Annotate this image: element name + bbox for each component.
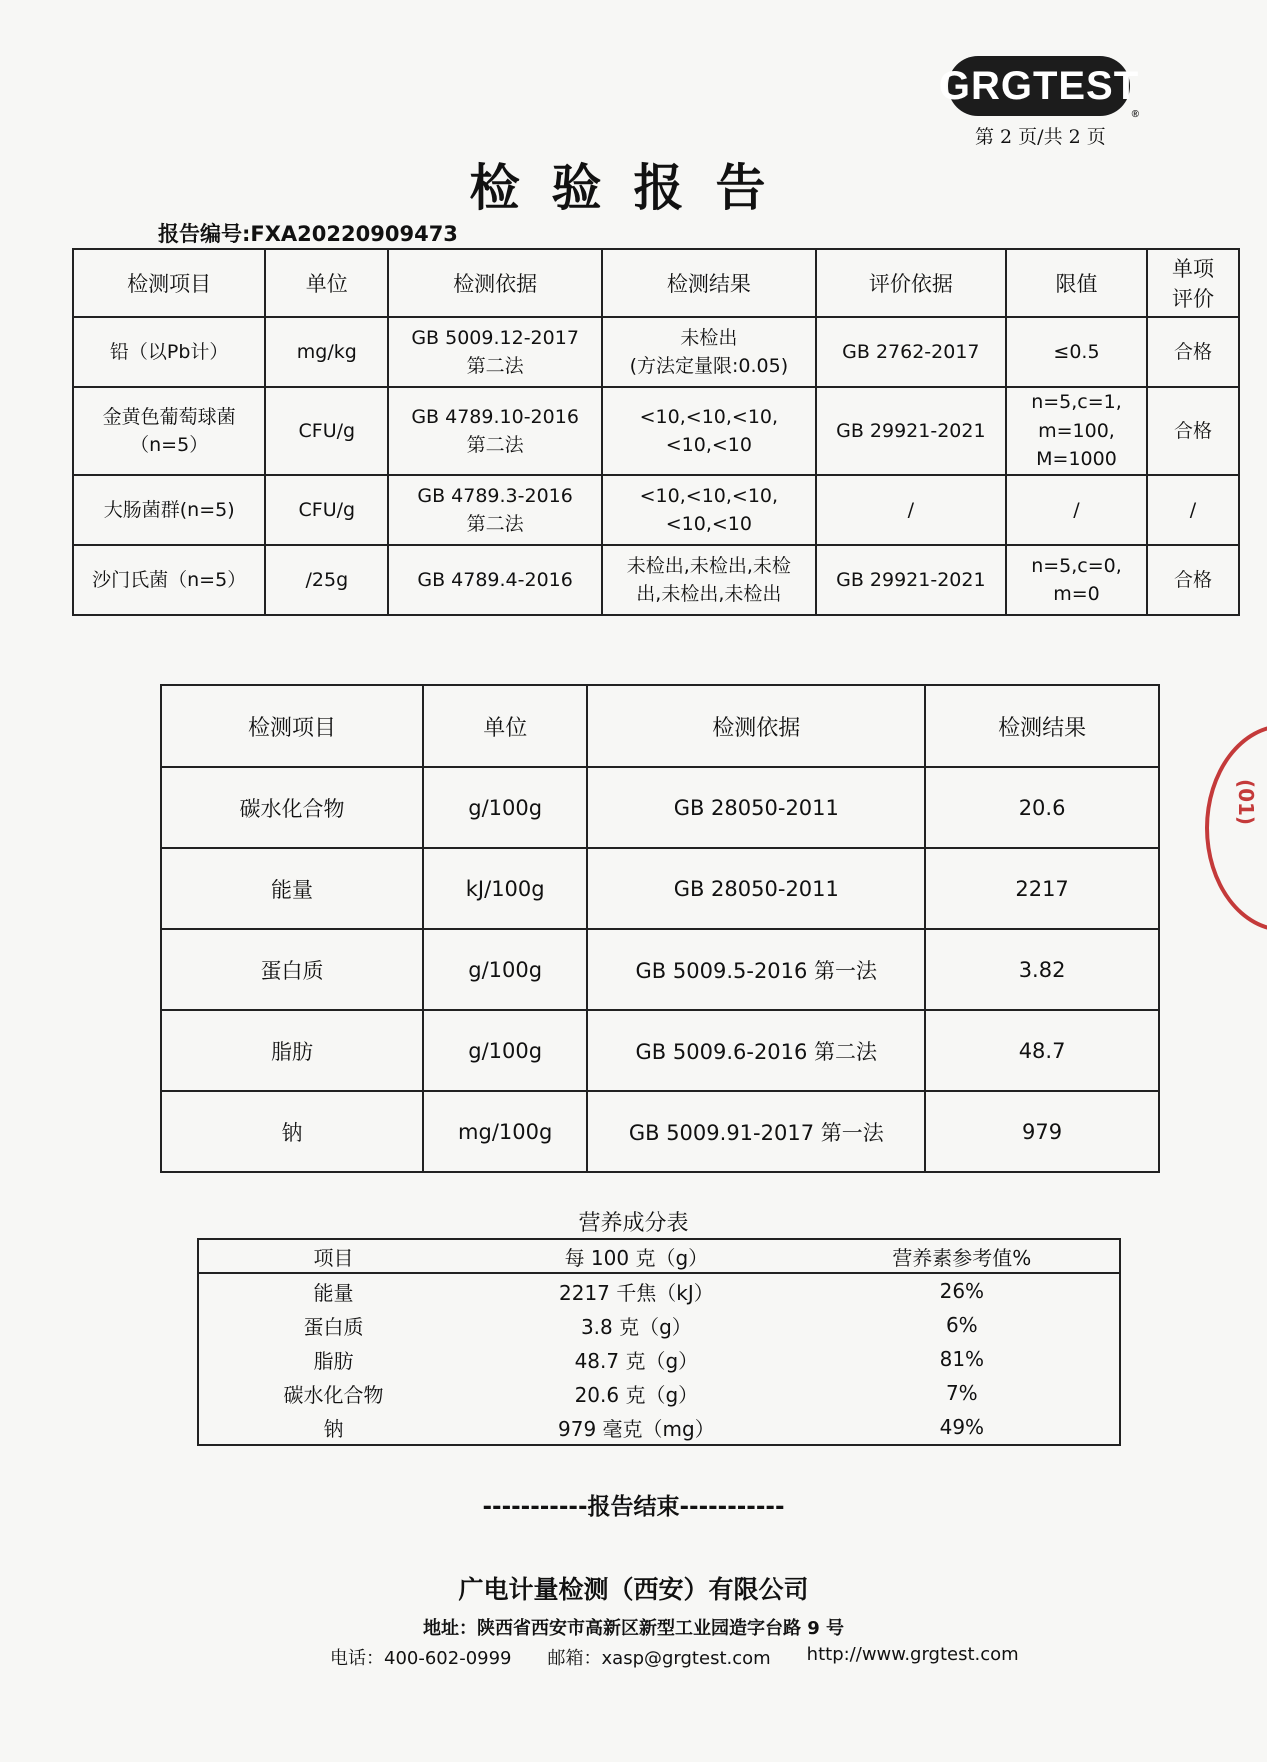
table-cell: 未检出,未检出,未检 出,未检出,未检出 [602, 545, 816, 615]
column-header: 检测项目 [73, 249, 265, 317]
column-header: 检测结果 [925, 685, 1159, 767]
table-cell: CFU/g [265, 475, 388, 545]
table-cell: <10,<10,<10, <10,<10 [602, 475, 816, 545]
table-row [198, 1376, 1120, 1410]
stamp-text: (01) [1234, 778, 1259, 826]
column-header: 检测结果 [602, 249, 816, 317]
table-cell: 钠 [161, 1091, 423, 1172]
table-row [161, 1091, 1159, 1172]
table-cell: 6% [945, 1313, 978, 1337]
table-cell: 能量 [161, 848, 423, 929]
column-header: 项目 [198, 1239, 468, 1273]
table-cell: 20.6 [925, 767, 1159, 848]
column-header: 限值 [1006, 249, 1147, 317]
table-cell: 3.82 [925, 929, 1159, 1010]
table-cell: 合格 [1147, 545, 1239, 615]
column-header: 每 100 克（g） [468, 1239, 805, 1273]
table-cell: GB 2762-2017 [816, 317, 1006, 387]
table-cell: n=5,c=1, m=100, M=1000 [1006, 387, 1147, 475]
table-cell: / [1006, 475, 1147, 545]
contact-line [330, 1644, 1019, 1670]
phone: 电话：400-602-0999 [330, 1648, 512, 1669]
table-cell: 合格 [1147, 387, 1239, 475]
nutrition-table-title: 营养成分表 [578, 1211, 689, 1236]
table-cell: 铅（以Pb计） [73, 317, 265, 387]
table-cell: 48.7 [925, 1010, 1159, 1091]
nutrition-facts-table [197, 1238, 1121, 1446]
table-cell: mg/kg [265, 317, 388, 387]
table-cell: GB 5009.5-2016 第一法 [587, 929, 925, 1010]
table-cell: GB 29921-2021 [816, 545, 1006, 615]
table-cell: 3.8 克（g） [580, 1314, 692, 1339]
table-row [161, 929, 1159, 1010]
table-row [198, 1273, 1120, 1308]
table-cell: 碳水化合物 [283, 1382, 384, 1407]
table-cell: 979 [925, 1091, 1159, 1172]
table-cell: CFU/g [265, 387, 388, 475]
table-row [198, 1308, 1120, 1342]
table-row [161, 767, 1159, 848]
table-cell: ≤0.5 [1006, 317, 1147, 387]
table-cell: 2217 [925, 848, 1159, 929]
column-header: 检测依据 [388, 249, 602, 317]
table-cell: mg/100g [423, 1091, 588, 1172]
table-cell: kJ/100g [423, 848, 588, 929]
table-cell: GB 5009.12-2017 第二法 [388, 317, 602, 387]
table-cell: 未检出 (方法定量限:0.05) [602, 317, 816, 387]
column-header: 检测依据 [587, 685, 925, 767]
table-cell: 20.6 克（g） [574, 1382, 699, 1407]
table-cell: 26% [939, 1279, 985, 1303]
page-info: 第 2 页/共 2 页 [975, 126, 1106, 148]
company-name: 广电计量检测（西安）有限公司 [458, 1575, 809, 1604]
table-cell: 蛋白质 [303, 1314, 364, 1339]
table-row [73, 317, 1239, 387]
table-cell: g/100g [423, 767, 588, 848]
table-cell: g/100g [423, 929, 588, 1010]
table-cell: 脂肪 [313, 1348, 354, 1373]
nutrient-test-table [160, 684, 1160, 1173]
email-link[interactable]: 邮箱：xasp@grgtest.com [547, 1648, 771, 1669]
table-cell: 蛋白质 [161, 929, 423, 1010]
logo-text: GRGTEST [938, 63, 1140, 108]
table-row [73, 387, 1239, 475]
table-cell: GB 5009.6-2016 第二法 [587, 1010, 925, 1091]
table-cell: GB 28050-2011 [587, 848, 925, 929]
column-header: 营养素参考值% [805, 1239, 1120, 1273]
test-results-table [72, 248, 1240, 616]
column-header: 单项 评价 [1147, 249, 1239, 317]
table-header-row [198, 1239, 1120, 1273]
column-header: 检测项目 [161, 685, 423, 767]
table-cell: / [1147, 475, 1239, 545]
table-row [198, 1410, 1120, 1445]
table-cell: 49% [939, 1415, 985, 1439]
table-cell: 能量 [313, 1280, 354, 1305]
report-end-line: -----------报告结束----------- [482, 1494, 785, 1520]
table-cell: 81% [939, 1347, 985, 1371]
official-stamp [1205, 724, 1267, 932]
table-cell: 7% [945, 1381, 978, 1405]
table-cell: / [816, 475, 1006, 545]
table-cell: 2217 千焦（kJ） [559, 1280, 714, 1305]
table-cell: 合格 [1147, 317, 1239, 387]
table-cell: 大肠菌群(n=5) [73, 475, 265, 545]
company-address: 地址：陕西省西安市高新区新型工业园造字台路 9 号 [422, 1618, 845, 1639]
table-cell: GB 4789.4-2016 [388, 545, 602, 615]
table-cell: 979 毫克（mg） [558, 1416, 715, 1441]
table-row [73, 475, 1239, 545]
table-cell: 钠 [323, 1416, 344, 1441]
table-cell: 48.7 克（g） [574, 1348, 699, 1373]
page-title: 检验报告 [469, 158, 798, 217]
table-cell: g/100g [423, 1010, 588, 1091]
column-header: 单位 [423, 685, 588, 767]
table-cell: 脂肪 [161, 1010, 423, 1091]
table-cell: 沙门氏菌（n=5） [73, 545, 265, 615]
table-cell: 碳水化合物 [161, 767, 423, 848]
column-header: 单位 [265, 249, 388, 317]
table-row [161, 1010, 1159, 1091]
table-cell: GB 4789.10-2016 第二法 [388, 387, 602, 475]
table-cell: GB 4789.3-2016 第二法 [388, 475, 602, 545]
table-cell: GB 29921-2021 [816, 387, 1006, 475]
website-link[interactable]: http://www.grgtest.com [806, 1644, 1019, 1665]
table-cell: /25g [265, 545, 388, 615]
table-row [73, 545, 1239, 615]
table-cell: GB 28050-2011 [587, 767, 925, 848]
table-cell: GB 5009.91-2017 第一法 [587, 1091, 925, 1172]
table-cell: n=5,c=0, m=0 [1006, 545, 1147, 615]
column-header: 评价依据 [816, 249, 1006, 317]
report-number: 报告编号:FXA20220909473 [158, 222, 458, 246]
table-row [161, 848, 1159, 929]
table-cell: 金黄色葡萄球菌 （n=5） [73, 387, 265, 475]
grgtest-logo: GRGTEST ® [948, 56, 1130, 116]
table-cell: <10,<10,<10, <10,<10 [602, 387, 816, 475]
table-header-row [161, 685, 1159, 767]
table-header-row [73, 249, 1239, 317]
table-row [198, 1342, 1120, 1376]
